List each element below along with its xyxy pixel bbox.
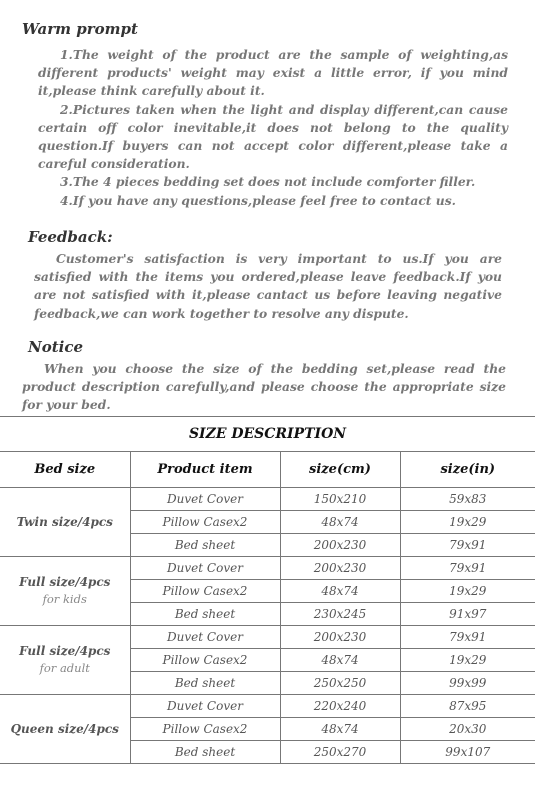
bed-size-label: Full size/4pcs xyxy=(19,644,111,658)
size-in-cell: 79x91 xyxy=(400,626,535,649)
product-item-cell: Duvet Cover xyxy=(130,488,280,511)
header-product-item: Product item xyxy=(130,452,280,488)
size-in-cell: 59x83 xyxy=(400,488,535,511)
bed-size-label: Queen size/4pcs xyxy=(10,721,119,736)
bed-size-cell xyxy=(0,626,130,695)
product-item-cell: Duvet Cover xyxy=(130,695,280,718)
product-item-cell: Pillow Casex2 xyxy=(130,580,280,603)
size-in-cell: 19x29 xyxy=(400,649,535,672)
feedback-title: Feedback: xyxy=(28,228,113,246)
warm-prompt-title: Warm prompt xyxy=(22,20,138,38)
feedback-text: Customer's satisfaction is very important to us.If you are satisfied with the items you ordered,please leave feedback.If you are not satisfied with it,please cantact us before leaving negative feedback,we can work together to resolve any dispute. xyxy=(34,251,502,321)
warm-prompt-item: 1.The weight of the product are the sample of weighting,as different products' weight may exist a little error, if you mind it,please think carefully about it. xyxy=(38,47,508,99)
size-in-cell: 91x97 xyxy=(400,603,535,626)
product-item-cell: Bed sheet xyxy=(130,603,280,626)
warm-prompt-list xyxy=(38,46,508,210)
product-item-cell: Pillow Casex2 xyxy=(130,718,280,741)
bed-size-sublabel: for kids xyxy=(42,592,87,606)
table-row xyxy=(0,488,535,511)
size-cm-cell: 48x74 xyxy=(280,718,400,741)
header-size-cm: size(cm) xyxy=(280,452,400,488)
size-cm-cell: 200x230 xyxy=(280,557,400,580)
size-cm-cell: 250x270 xyxy=(280,741,400,764)
table-caption-row xyxy=(0,417,535,452)
bed-size-label: Twin size/4pcs xyxy=(16,514,113,529)
warm-prompt-item: 4.If you have any questions,please feel free to contact us. xyxy=(60,192,456,208)
size-cm-cell: 48x74 xyxy=(280,580,400,603)
bed-size-cell xyxy=(0,695,130,764)
size-cm-cell: 230x245 xyxy=(280,603,400,626)
size-in-cell: 19x29 xyxy=(400,580,535,603)
warm-prompt-item: 3.The 4 pieces bedding set does not include comforter filler. xyxy=(60,174,476,190)
size-cm-cell: 200x230 xyxy=(280,534,400,557)
size-in-cell: 79x91 xyxy=(400,557,535,580)
product-item-cell: Bed sheet xyxy=(130,534,280,557)
size-in-cell: 20x30 xyxy=(400,718,535,741)
bed-size-sublabel: for adult xyxy=(39,661,90,675)
size-cm-cell: 200x230 xyxy=(280,626,400,649)
feedback-text-block xyxy=(34,250,502,323)
product-item-cell: Bed sheet xyxy=(130,672,280,695)
product-item-cell: Pillow Casex2 xyxy=(130,511,280,534)
size-cm-cell: 150x210 xyxy=(280,488,400,511)
product-item-cell: Pillow Casex2 xyxy=(130,649,280,672)
bed-size-label: Full size/4pcs xyxy=(19,575,111,589)
header-bed-size: Bed size xyxy=(0,452,130,488)
size-in-cell: 19x29 xyxy=(400,511,535,534)
size-cm-cell: 250x250 xyxy=(280,672,400,695)
bed-size-cell xyxy=(0,488,130,557)
size-in-cell: 99x107 xyxy=(400,741,535,764)
size-cm-cell: 48x74 xyxy=(280,649,400,672)
notice-text-block xyxy=(22,360,506,415)
bed-size-cell xyxy=(0,557,130,626)
notice-text: When you choose the size of the bedding set,please read the product description carefully,and please choose the appropriate size for your bed. xyxy=(22,361,506,413)
size-cm-cell: 48x74 xyxy=(280,511,400,534)
table-row xyxy=(0,626,535,649)
size-description-table xyxy=(0,416,535,764)
product-item-cell: Duvet Cover xyxy=(130,626,280,649)
table-row xyxy=(0,557,535,580)
size-in-cell: 79x91 xyxy=(400,534,535,557)
table-row xyxy=(0,695,535,718)
header-size-in: size(in) xyxy=(400,452,535,488)
product-item-cell: Duvet Cover xyxy=(130,557,280,580)
product-item-cell: Bed sheet xyxy=(130,741,280,764)
size-in-cell: 87x95 xyxy=(400,695,535,718)
warm-prompt-item: 2.Pictures taken when the light and display different,can cause certain off color inevitable,it does not belong to the quality question.If buyers can not accept color different,please take a careful consideration. xyxy=(38,101,508,172)
table-caption: SIZE DESCRIPTION xyxy=(0,417,535,452)
size-cm-cell: 220x240 xyxy=(280,695,400,718)
size-in-cell: 99x99 xyxy=(400,672,535,695)
table-header-row xyxy=(0,452,535,488)
notice-title: Notice xyxy=(28,338,84,356)
